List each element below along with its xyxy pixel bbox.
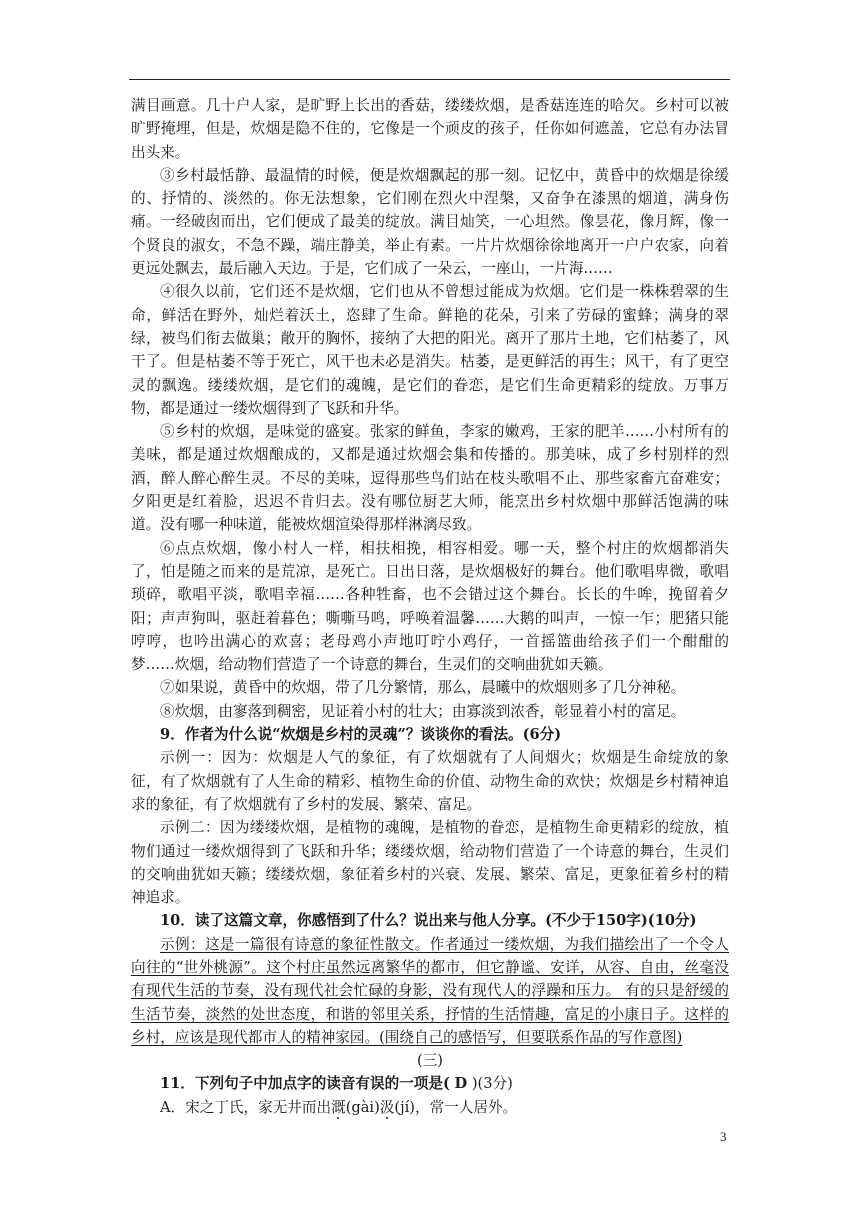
question-11-answer: D: [454, 1075, 468, 1093]
passage-paragraph-7: ⑦如果说，黄昏中的炊烟，带了几分繁情，那么，晨曦中的炊烟则多了几分神秘。: [160, 679, 686, 697]
question-11-points: )(3分): [471, 1075, 513, 1093]
question-11-stem: 11．下列句子中加点字的读音有误的一项是(: [160, 1075, 450, 1093]
passage-paragraph-6: ⑥点点炊烟，像小村人一样，相扶相挽，相容相爱。哪一天，整个村庄的炊烟都消失了，怕是随之而来的是荒凉，是死亡。日出日落，是炊烟极好的舞台。他们歌唱卑微，歌唱琐碎，歌唱平淡，歌唱幸福……各种牲畜，也不会错过这个舞台。长长的牛哞，挽留着夕阳；声声狗叫，驱赶着暮色；嘶嘶马鸣，呼唤着温馨……大鹅的叫声，一惊一乍；肥猪只能哼哼，也吟出满心的欢喜；老母鸡小声地叮咛小鸡仔，一首摇篮曲给孩子们一个酣酣的梦……炊烟，给动物们营造了一个诗意的舞台，生灵们的交响曲犹如天籁。: [131, 539, 729, 674]
passage-paragraph-5: ⑤乡村的炊烟，是味觉的盛宴。张家的鲜鱼，李家的嫩鸡，王家的肥羊……小村所有的美味，都是通过炊烟酿成的，又都是通过炊烟会集和传播的。那美味，成了乡村别样的烈酒，醉人醉心醉生灵。不尽的美味，逗得那些鸟们站在枝头歌唱不止、那些家畜亢奋难安；夕阳更是红着脸，迟迟不肯归去。没有哪位厨艺大师，能烹出乡村炊烟中那鲜活饱满的味道。没有哪一种味道，能被炊烟渲染得那样淋漓尽致。: [131, 423, 729, 534]
option-a-text: A．宋之丁氏，家无井而出: [160, 1098, 332, 1116]
passage-paragraph-4: ④很久以前，它们还不是炊烟，它们也从不曾想过能成为炊烟。它们是一株株碧翠的生命，鲜活在野外，灿烂着沃土，恣肆了生命。鲜艳的花朵，引来了劳碌的蜜蜂；满身的翠绿，被鸟们衔去做巢；敞开的胸怀，接纳了大把的阳光。离开了那片土地，它们枯萎了，风干了。但是枯萎不等于死亡，风干也未必是消失。枯萎，是更鲜活的再生；风干，有了更空灵的飘逸。缕缕炊烟，是它们的魂魄，是它们的眷恋，是它们生命更精彩的绽放。万事万物，都是通过一缕炊烟得到了飞跃和升华。: [131, 283, 729, 417]
passage-continuation: 满目画意。几十户人家，是旷野上长出的香菇，缕缕炊烟，是香菇连连的哈欠。乡村可以被旷野掩埋，但是，炊烟是隐不住的，它像是一个顽皮的孩子，任你如何遮盖，它总有办法冒出头来。: [131, 97, 729, 161]
dotted-char-1: 溉: [331, 1098, 346, 1116]
question-9-answer-1: 示例一：因为：炊烟是人气的象征，有了炊烟就有了人间烟火；炊烟是生命绽放的象征，有了炊烟就有了人生命的精彩、植物生命的价值、动物生命的欢快；炊烟是乡村精神追求的象征，有了炊烟就有了乡村的发展、繁荣、富足。: [131, 749, 729, 813]
dotted-char-2: 汲: [379, 1098, 395, 1116]
pinyin-2: (jí)，常一人居外。: [394, 1098, 518, 1116]
header-rule: [129, 79, 730, 80]
pinyin-1: (gài): [345, 1098, 380, 1116]
question-9-answer-2: 示例二：因为缕缕炊烟，是植物的魂魄，是植物的眷恋，是植物生命更精彩的绽放，植物们通过一缕炊烟得到了飞跃和升华；缕缕炊烟，给动物们营造了一个诗意的舞台，生灵们的交响曲犹如天籁；缕缕炊烟，象征着乡村的兴衰、发展、繁荣、富足，更象征着乡村的精神追求。: [131, 819, 729, 907]
section-heading: (三): [417, 1052, 443, 1070]
question-10-answer: 示例：这是一篇很有诗意的象征性散文。作者通过一缕炊烟，为我们描绘出了一个令人向往的“世外桃源”。这个村庄虽然远离繁华的都市，但它静谧、安详，从容、自由，丝毫没有现代生活的节奏，没有现代社会忙碌的身影，没有现代人的浮躁和压力。 有的只是舒缓的生活节奏，淡然的处世态度，和谐的邻里关系，抒情的生活情趣，富足的小康日子。这样的乡村，应该是现代都市人的精神家园。(围绕自己的感悟写，但要联系作品的写作意图): [131, 935, 729, 1046]
question-9: 9．作者为什么说“炊烟是乡村的灵魂”？谈谈你的看法。(6分): [160, 726, 562, 744]
question-10: 10．读了这篇文章，你感悟到了什么？说出来与他人分享。(不少于150字)(10分): [160, 912, 697, 930]
passage-paragraph-3: ③乡村最恬静、最温情的时候，便是炊烟飘起的那一刻。记忆中，黄昏中的炊烟是徐缓的、抒情的、淡然的。你无法想象，它们刚在烈火中涅槃，又奋争在漆黑的烟道，满身伤痛。一经破囱而出，它们便成了最美的绽放。满目灿笑，一心坦然。像昙花，像月辉，像一个贤良的淑女，不急不躁，端庄静美，举止有素。一片片炊烟徐徐地离开一户户农家，向着更远处飘去，最后融入天边。于是，它们成了一朵云，一座山，一片海……: [131, 166, 729, 278]
passage-paragraph-8: ⑧炊烟，由寥落到稠密，见证着小村的壮大；由寡淡到浓香，彰显着小村的富足。: [160, 702, 686, 720]
document-body: [131, 94, 729, 1119]
question-11: [131, 1072, 729, 1095]
page-number: 3: [720, 1129, 727, 1144]
question-11-option-a: [131, 1096, 729, 1119]
